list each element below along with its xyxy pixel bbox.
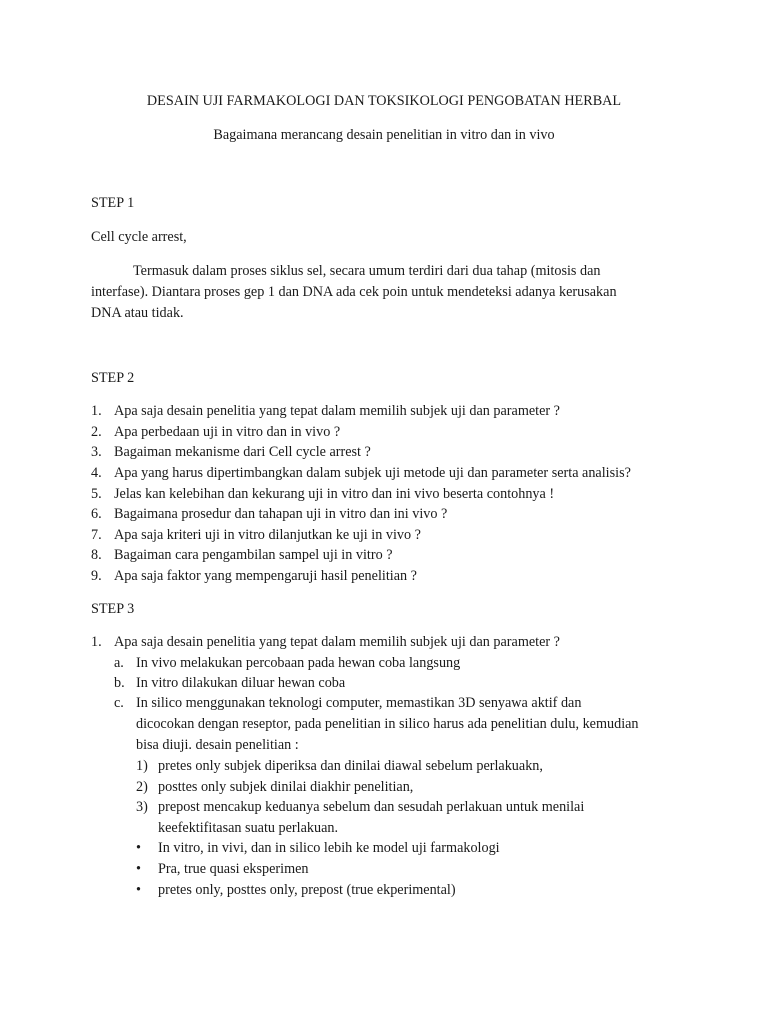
step2-heading: STEP 2 xyxy=(91,370,135,386)
inner-list-item: 3) prepost mencakup keduanya sebelum dan sesudah perlakuan untuk menilai keefektifitasan suatu perlakuan. xyxy=(136,799,585,836)
document-title: DESAIN UJI FARMAKOLOGI DAN TOKSIKOLOGI PENGOBATAN HERBAL xyxy=(146,93,622,109)
sub-list-item: c. In silico menggunakan teknologi computer, memastikan 3D senyawa aktif dan dicocokan dengan reseptor, pada penelitian in silico harus ada penelitian dulu, kemudian bisa diuji. desain penelitian : xyxy=(114,695,639,753)
list-item: 9. Apa saja faktor yang mempengaruji hasil penelitian ? xyxy=(91,568,417,584)
inner-list-item: 1) pretes only subjek diperiksa dan dinilai diawal sebelum perlakuakn, xyxy=(136,758,543,774)
bullet-icon: • xyxy=(136,861,141,877)
list-item: 1. Apa saja desain penelitia yang tepat dalam memilih subjek uji dan parameter ? xyxy=(91,403,560,419)
list-item: 2. Apa perbedaan uji in vitro dan in vivo ? xyxy=(91,424,341,440)
bullet-item: • pretes only, posttes only, prepost (true ekperimental) xyxy=(136,882,456,898)
sub-list-item: b. In vitro dilakukan diluar hewan coba xyxy=(114,675,346,691)
step1-paragraph-line: Termasuk dalam proses siklus sel, secara umum terdiri dari dua tahap (mitosis dan xyxy=(133,263,601,279)
step1-heading: STEP 1 xyxy=(91,195,135,211)
list-item: 5. Jelas kan kelebihan dan kekurang uji in vitro dan ini vivo beserta contohnya ! xyxy=(91,486,555,502)
sub-list-item: a. In vivo melakukan percobaan pada hewan coba langsung xyxy=(114,655,461,671)
step1-paragraph-line: interfase). Diantara proses gep 1 dan DNA ada cek poin untuk mendeteksi adanya kerusakan xyxy=(91,283,617,300)
step3-heading: STEP 3 xyxy=(91,601,135,617)
step1-paragraph-line: DNA atau tidak. xyxy=(91,304,184,321)
list-item: 1. Apa saja desain penelitia yang tepat dalam memilih subjek uji dan parameter ? xyxy=(91,634,560,650)
step1-term: Cell cycle arrest, xyxy=(91,229,187,245)
step1-paragraph xyxy=(91,261,681,323)
bullet-item: • In vitro, in vivi, dan in silico lebih ke model uji farmakologi xyxy=(136,840,500,856)
list-item: 8. Bagaiman cara pengambilan sampel uji in vitro ? xyxy=(91,547,393,563)
inner-list-item: 2) posttes only subjek dinilai diakhir penelitian, xyxy=(136,779,414,795)
bullet-icon: • xyxy=(136,882,141,898)
list-item: 3. Bagaiman mekanisme dari Cell cycle arrest ? xyxy=(91,444,371,460)
list-item: 4. Apa yang harus dipertimbangkan dalam subjek uji metode uji dan parameter serta analisis? xyxy=(91,465,631,481)
bullet-icon: • xyxy=(136,840,141,856)
list-item: 7. Apa saja kriteri uji in vitro dilanjutkan ke uji in vivo ? xyxy=(91,527,421,543)
bullet-item: • Pra, true quasi eksperimen xyxy=(136,861,309,877)
list-item: 6. Bagaimana prosedur dan tahapan uji in vitro dan ini vivo ? xyxy=(91,506,448,522)
document-subtitle: Bagaimana merancang desain penelitian in vitro dan in vivo xyxy=(213,127,555,143)
